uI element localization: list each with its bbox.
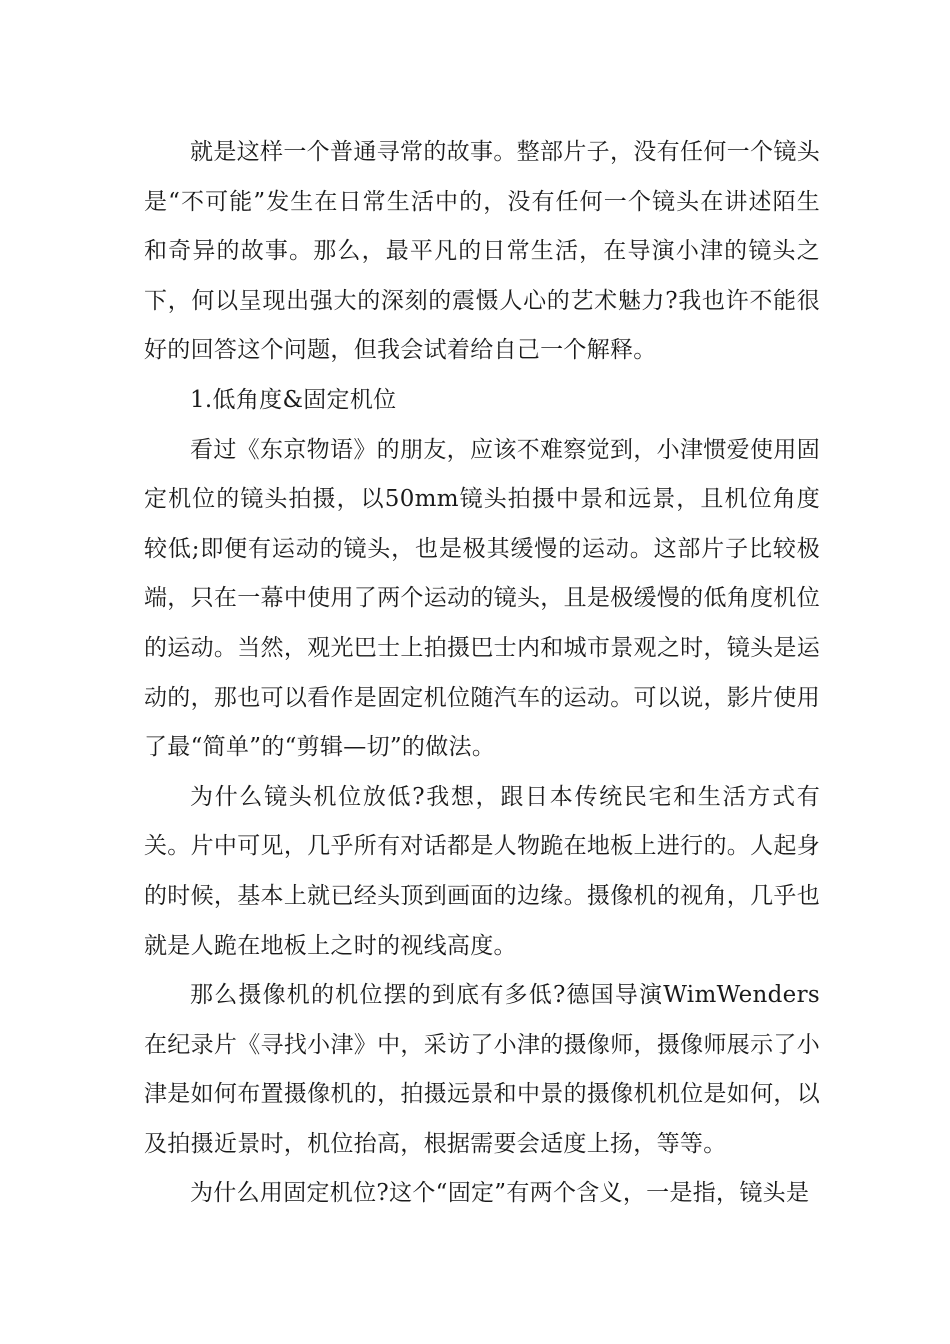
paragraph-why-fixed: 为什么用固定机位?这个“固定”有两个含义，一是指，镜头是 <box>190 1180 810 1207</box>
section-heading: 1.低角度&固定机位 <box>190 386 397 413</box>
paragraph-low-angle: 为什么镜头机位放低?我想，跟日本传统民宅和生活方式有关。片中可见，几乎所有对话都是人物跪在地板上进行的。人起身的时候，基本上就已经头顶到画面的边缘。摄像机的视角，几乎也就是人跪在地板上之时的视线高度。 <box>144 783 820 959</box>
paragraph-intro: 就是这样一个普通寻常的故事。整部片子，没有任何一个镜头是“不可能”发生在日常生活中的，没有任何一个镜头在讲述陌生和奇异的故事。那么，最平凡的日常生活，在导演小津的镜头之下，何以呈现出强大的深刻的震慑人心的艺术魅力?我也许不能很好的回答这个问题，但我会试着给自己一个解释。 <box>144 139 820 364</box>
paragraph-camera-height: 那么摄像机的机位摆的到底有多低?德国导演WimWenders在纪录片《寻找小津》中，采访了小津的摄像师，摄像师展示了小津是如何布置摄像机的，拍摄远景和中景的摄像机机位是如何，以及拍摄近景时，机位抬高，根据需要会适度上扬，等等。 <box>144 982 820 1157</box>
body-text <box>144 128 820 1219</box>
paragraph-fixed-camera: 看过《东京物语》的朋友，应该不难察觉到，小津惯爱使用固定机位的镜头拍摄，以50mm镜头拍摄中景和远景，且机位角度较低;即便有运动的镜头，也是极其缓慢的运动。这部片子比较极端，只在一幕中使用了两个运动的镜头，且是极缓慢的低角度机位的运动。当然，观光巴士上拍摄巴士内和城市景观之时，镜头是运动的，那也可以看作是固定机位随汽车的运动。可以说，影片使用了最“简单”的“剪辑—切”的做法。 <box>144 436 820 761</box>
